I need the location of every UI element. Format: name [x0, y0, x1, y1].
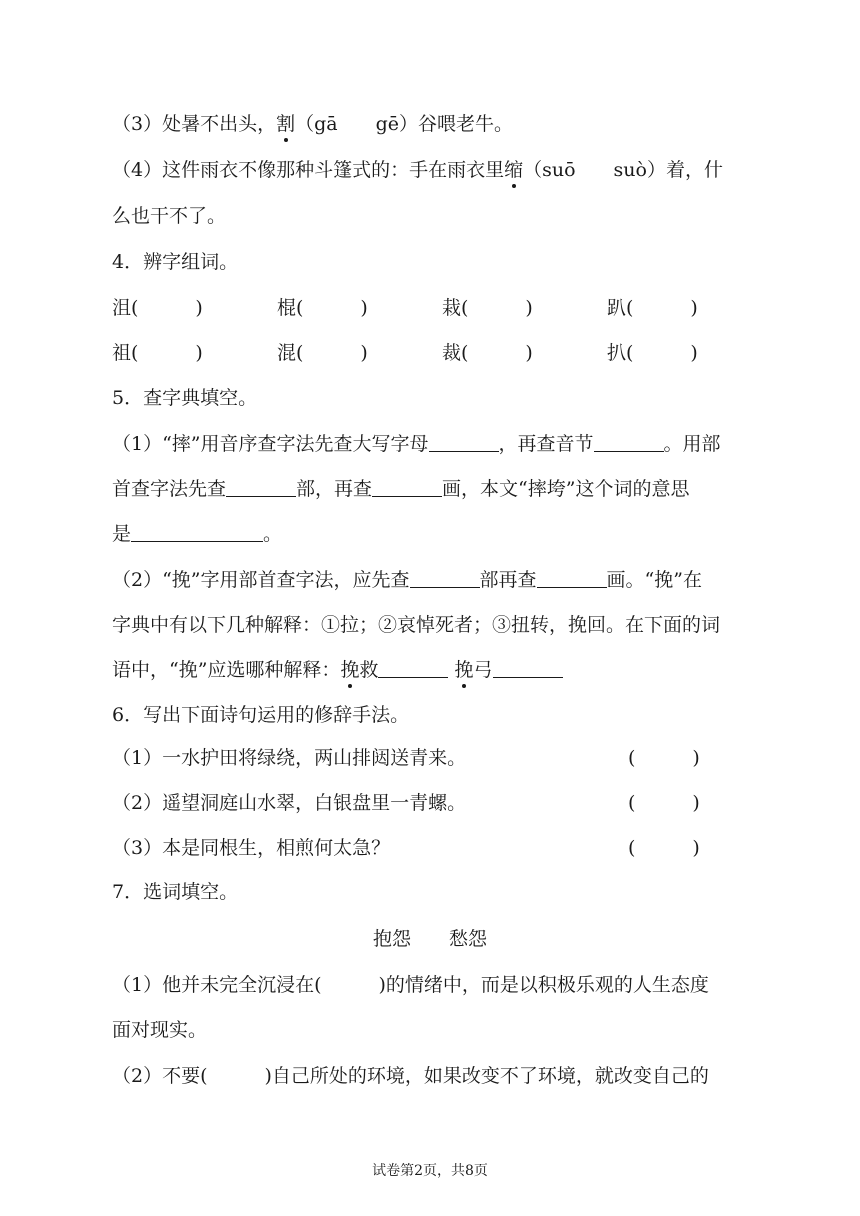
q5-text: 弓	[473, 659, 493, 681]
q5-part-2-line-2: 字典中有以下几种解释：①拉；②哀悼死者；③扭转，挽回。在下面的词	[112, 614, 721, 636]
emphasis-char: 挽	[340, 659, 360, 681]
q3-item-3	[112, 112, 513, 136]
q5-title: 5．查字典填空。	[112, 387, 258, 409]
emphasis-char: 割	[276, 113, 296, 135]
q4-title: 4．辨字组词。	[112, 251, 239, 273]
q5-part-2-line-3	[112, 658, 563, 682]
page-footer: 试卷第2页，共8页	[372, 1163, 488, 1179]
q4-row-2	[112, 341, 772, 365]
q5-text: ，再查音节	[498, 433, 594, 455]
q7-item-1-continued: 面对现实。	[112, 1019, 208, 1041]
q6-title: 6．写出下面诗句运用的修辞手法。	[112, 704, 410, 726]
q3-item-3-pinyin: （gā gē）谷喂老牛。	[295, 113, 514, 135]
q3-item-4-continued: 么也干不了。	[112, 205, 227, 227]
emphasis-char: 挽	[454, 659, 474, 681]
q5-text: 画，本文“摔垮”这个词的意思	[442, 478, 690, 500]
q5-text: 。用部	[663, 433, 721, 455]
q4-cell[interactable]: 祖( )	[112, 342, 203, 364]
q5-part-1-line-3	[112, 522, 282, 546]
q5-text: 。	[263, 523, 283, 545]
q3-item-4-pinyin: （suō suò）着，什	[523, 159, 723, 181]
answer-blank[interactable]	[131, 523, 263, 542]
q4-cell[interactable]: 趴( )	[607, 297, 698, 319]
q4-cell[interactable]: 栽( )	[442, 297, 533, 319]
answer-blank[interactable]	[537, 569, 607, 588]
answer-paren[interactable]: ( )	[628, 837, 700, 859]
q4-cell[interactable]: 裁( )	[442, 342, 533, 364]
answer-blank[interactable]	[372, 478, 442, 497]
emphasis-char: 缩	[504, 159, 524, 181]
q3-item-4-text: （4）这件雨衣不像那种斗篷式的：手在雨衣里	[112, 159, 505, 181]
answer-blank[interactable]	[493, 659, 563, 678]
answer-blank[interactable]	[226, 478, 296, 497]
q6-item-1: （1）一水护田将绿绕，两山排闼送青来。	[112, 747, 467, 769]
q5-text: 救	[359, 659, 379, 681]
q5-text: 首查字法先查	[112, 478, 227, 500]
answer-blank[interactable]	[378, 659, 448, 678]
q5-text: 部，再查	[296, 478, 373, 500]
q5-text: （2）“挽”字用部首查字法，应先查	[112, 569, 410, 591]
q5-part-1-line-2	[112, 477, 689, 501]
q4-cell[interactable]: 沮( )	[112, 297, 203, 319]
answer-blank[interactable]	[410, 569, 480, 588]
q6-item-2: （2）遥望洞庭山水翠，白银盘里一青螺。	[112, 792, 467, 814]
q7-title: 7．选词填空。	[112, 881, 239, 903]
q3-item-3-text: （3）处暑不出头，	[112, 113, 277, 135]
q5-text: 是	[112, 523, 132, 545]
q5-text: 画。“挽”在	[606, 569, 702, 591]
q3-item-4	[112, 158, 723, 182]
q4-cell[interactable]: 扒( )	[607, 342, 698, 364]
q4-cell[interactable]: 混( )	[277, 342, 368, 364]
q5-text: 语中，“挽”应选哪种解释：	[112, 659, 341, 681]
q7-item-2: （2）不要( )自己所处的环境，如果改变不了环境，就改变自己的	[112, 1065, 709, 1087]
q4-cell[interactable]: 棍( )	[277, 297, 368, 319]
q7-word-choices: 抱怨 愁怨	[372, 928, 487, 950]
q5-text: 部再查	[479, 569, 537, 591]
q6-item-3: （3）本是同根生，相煎何太急？	[112, 837, 391, 859]
q5-part-2-line-1	[112, 568, 702, 592]
answer-blank[interactable]	[429, 433, 499, 452]
q5-text: （1）“摔”用音序查字法先查大写字母	[112, 433, 429, 455]
answer-paren[interactable]: ( )	[628, 792, 700, 814]
q7-item-1: （1）他并未完全沉浸在( )的情绪中，而是以积极乐观的人生态度	[112, 974, 709, 996]
q4-row-1	[112, 296, 772, 320]
answer-paren[interactable]: ( )	[628, 747, 700, 769]
answer-blank[interactable]	[594, 433, 664, 452]
q5-part-1-line-1	[112, 432, 721, 456]
